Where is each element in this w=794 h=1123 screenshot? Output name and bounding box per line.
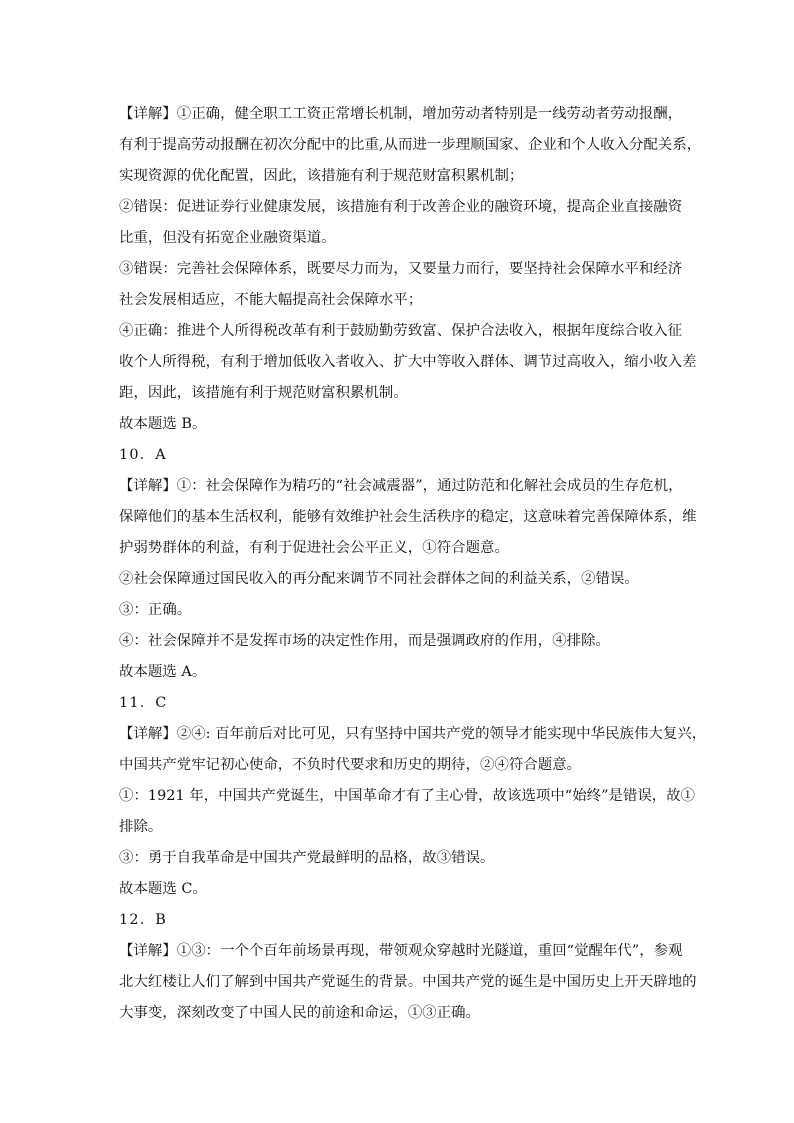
text-line: 实现资源的优化配置，因此，该措施有利于规范财富积累机制； <box>119 168 524 184</box>
text-line: 【详解】①正确，健全职工工资正常增长机制，增加劳动者特别是一线劳动者劳动报酬， <box>119 106 683 122</box>
text-line: 北大红楼让人们了解到中国共产党诞生的背景。中国共产党的诞生是中国历史上开天辟地的 <box>119 974 697 990</box>
text-line: ④：社会保障并不是发挥市场的决定性作用，而是强调政府的作用，④排除。 <box>119 633 610 649</box>
text-line: ①：1921 年，中国共产党诞生，中国革命才有了主心骨，故该选项中“始终”是错误，故① <box>119 788 696 804</box>
text-line: ③：正确。 <box>119 602 192 618</box>
text-line: 社会发展相适应，不能大幅提高社会保障水平； <box>119 292 423 308</box>
document-body <box>119 99 707 1029</box>
text-line: 保障他们的基本生活权利，能够有效维护社会生活秩序的稳定，这意味着完善保障体系，维 <box>119 509 697 525</box>
answer-conclusion: 故本题选 B。 <box>119 416 207 432</box>
text-line: 【详解】①③：一个个百年前场景再现，带领观众穿越时光隧道，重回“觉醒年代”，参观 <box>119 943 683 959</box>
text-line: 中国共产党牢记初心使命，不负时代要求和历史的期待，②④符合题意。 <box>119 757 582 773</box>
text-line: 距，因此，该措施有利于规范财富积累机制。 <box>119 385 408 401</box>
answer-conclusion: 故本题选 A。 <box>119 664 207 680</box>
question-answer: 11．C <box>119 695 168 711</box>
text-line: ③：勇于自我革命是中国共产党最鲜明的品格，故③错误。 <box>119 850 495 866</box>
question-answer: 12．B <box>119 912 168 928</box>
text-line: 【详解】②④: 百年前后对比可见，只有坚持中国共产党的领导才能实现中华民族伟大复兴， <box>119 726 707 742</box>
text-line: ②社会保障通过国民收入的再分配来调节不同社会群体之间的利益关系，②错误。 <box>119 571 639 587</box>
text-line: 比重，但没有拓宽企业融资渠道。 <box>119 230 336 246</box>
answer-conclusion: 故本题选 C。 <box>119 881 207 897</box>
text-line: 有利于提高劳动报酬在初次分配中的比重,从而进一步理顺国家、企业和个人收入分配关系， <box>119 137 702 153</box>
question-answer: 10．A <box>119 447 167 463</box>
text-line: 排除。 <box>119 819 163 835</box>
text-line: ④正确：推进个人所得税改革有利于鼓励勤劳致富、保护合法收入，根据年度综合收入征 <box>119 323 683 339</box>
text-line: 【详解】①：社会保障作为精巧的“社会减震器”，通过防范和化解社会成员的生存危机， <box>119 478 683 494</box>
text-line: 护弱势群体的利益，有利于促进社会公平正义，①符合题意。 <box>119 540 509 556</box>
text-line: 收个人所得税，有利于增加低收入者收入、扩大中等收入群体、调节过高收入，缩小收入差 <box>119 354 697 370</box>
text-line: ②错误：促进证券行业健康发展，该措施有利于改善企业的融资环境，提高企业直接融资 <box>119 199 683 215</box>
text-line: ③错误：完善社会保障体系，既要尽力而为，又要量力而行，要坚持社会保障水平和经济 <box>119 261 683 277</box>
text-line: 大事变，深刻改变了中国人民的前途和命运，①③正确。 <box>119 1005 481 1021</box>
